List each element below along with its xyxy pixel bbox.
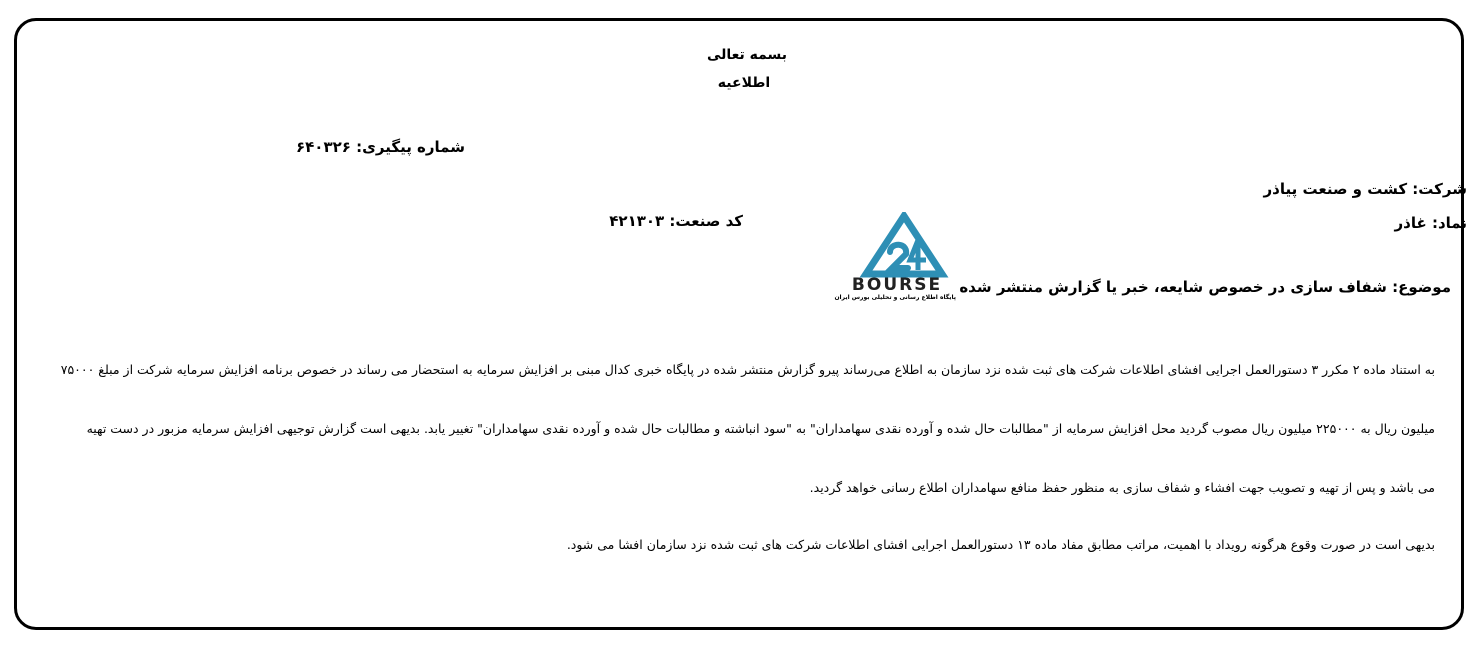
notice-title: اطلاعیه [717,75,771,91]
triangle-logo-icon [866,216,942,274]
company-name: شرکت: کشت و صنعت پیاذر [1263,180,1467,198]
logo-subtitle: پایگاه اطلاع رسانی و تحلیلی بورس ایران [834,294,956,301]
body-paragraph-line-4: بدیهی است در صورت وقوع هرگونه رویداد با اهمیت، مراتب مطابق مفاد ماده ۱۳ دستورالعمل اجرایی افشای اطلاعات شرکت های ثبت شده نزد سازمان افشا می شود. [566,537,1435,552]
body-paragraph-line-2: میلیون ریال به ۲۲۵۰۰۰ میلیون ریال مصوب گردید محل افزایش سرمایه از "مطالبات حال شده و آورده نقدی سهامداران" به "سود انباشته و مطالبات حال شده و آورده نقدی سهامداران" تغییر یابد. بدیهی است گزارش توجیهی افزایش سرمایه مزبور در دست تهیه [86,421,1435,436]
subject-line: موضوع: شفاف سازی در خصوص شایعه، خبر یا گزارش منتشر شده [959,278,1451,296]
industry-code: کد صنعت: ۴۲۱۳۰۳ [609,212,743,230]
logo-two-glyph [890,245,908,268]
logo-brand-text: BOURSE [851,275,943,295]
body-paragraph-line-1: به استناد ماده ۲ مکرر ۳ دستورالعمل اجرایی افشای اطلاعات شرکت های ثبت شده نزد سازمان به اطلاع می‌رساند پیرو گزارش منتشر شده در پایگاه خبری کدال مبنی بر افزایش سرمایه به استحضار می رساند در خصوص برنامه افزایش سرمایه شرکت از مبلغ ۷۵۰۰۰ [60,362,1435,377]
company-symbol: نماد: غاذر [1394,214,1467,232]
basmala-heading: بسمه تعالی [706,47,788,63]
body-paragraph-line-3: می باشد و پس از تهیه و تصویب جهت افشاء و شفاف سازی به منظور حفظ منافع سهامداران اطلاع رسانی خواهد گردید. [809,480,1435,495]
tracking-number: شماره پیگیری: ۶۴۰۳۲۶ [296,138,465,156]
